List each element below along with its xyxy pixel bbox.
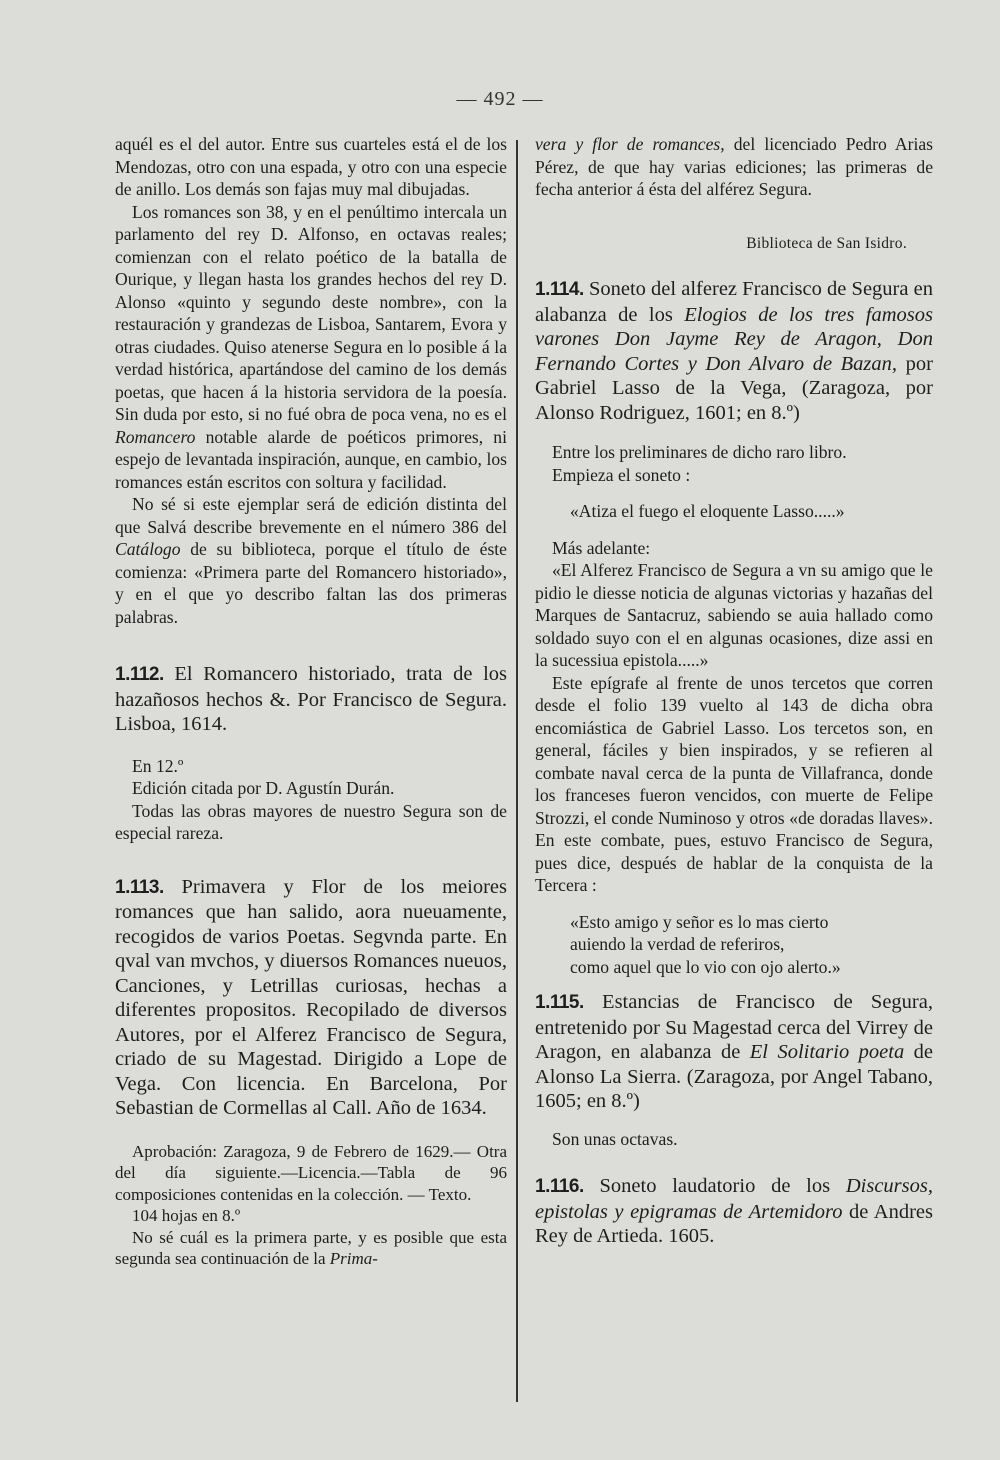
paragraph (535, 133, 933, 201)
text-run: de su biblioteca, porque el título de éste comienza: «Primera parte del Romancero historiado», y en el que yo describo faltan las dos primeras palabras. (115, 539, 507, 627)
verse-line: como aquel que lo vio con ojo alerto.» (570, 956, 841, 977)
verse-line: auiendo la verdad de referiros, (570, 934, 785, 954)
entry-number: 1.114. (535, 279, 584, 300)
entry-1115 (535, 990, 933, 1114)
entry-number: 1.116. (535, 1176, 584, 1197)
italic-title: Prima- (329, 1249, 378, 1268)
entry-number: 1.112. (115, 664, 164, 685)
library-signature: Biblioteca de San Isidro. (746, 234, 907, 252)
text-run: notable alarde de poéticos primores, ni espejo de levantada inspiración, aunque, en cambio, los romances están escritos con soltura y facilidad. (115, 426, 507, 492)
text-run: por Gabriel Lasso de la Vega, (Zaragoza, por Alonso Rodriguez, 1601; en 8.º) (535, 352, 933, 424)
entry-number: 1.113. (115, 876, 164, 898)
text-run: de Andres Rey de Artieda. 1605. (535, 1200, 933, 1247)
italic-title: El Solitario poeta (749, 1041, 905, 1063)
note: Aprobación: Zaragoza, 9 de Febrero de 1629.— Otra del día siguiente.—Licencia.—Tabla de 96 composiciones contenidas en la colección. — Texto. (115, 1141, 507, 1204)
text-run: Estancias de Francisco de Segura, entretenido por Su Magestad cerca del Virrey de Aragon, en alabanza de (535, 991, 933, 1063)
italic-title: Catálogo (115, 539, 181, 559)
quote: «Atiza el fuego el eloquente Lasso.....» (570, 501, 845, 521)
text-run: No sé si este ejemplar será de edición distinta del que Salvá describe brevemente en el número 386 del (115, 494, 507, 537)
text-run: de Alonso La Sierra. (Zaragoza, por Angel Tabano, 1605; en 8.º) (535, 1041, 933, 1112)
note: Edición citada por D. Agustín Durán. (132, 778, 395, 798)
paragraph: Este epígrafe al frente de unos tercetos que corren desde el folio 139 vuelto al 143 de dicha obra encomiástica de Gabriel Lasso. Los tercetos son, en general, fáciles y bien inspirados, y se refieren al combate naval cerca de la punta de Villafranca, donde los franceses fueron vencidos, con muerte de Felipe Strozzi, el conde Numinoso y otros «de doradas llaves». En este combate, pues, estuvo Francisco de Segura, pues dice, después de hablar de la conquista de la Tercera : (535, 672, 933, 895)
note: Son unas octavas. (552, 1128, 678, 1149)
paragraph (115, 201, 507, 494)
text-run: Los romances son 38, y en el penúltimo intercala un parlamento del rey D. Alfonso, en octavas reales; comienzan con el relato poético de la batalla de Ourique, y llegan hasta los grandes hechos del rey D. Alonso «quinto y segundo deste nombre», con la restauración y grandezas de Lisboa, Santarem, Evora y otras ciudades. Quiso atenerse Segura en lo posible á la verdad histórica, apartándose del camino de los demás poetas, que hacen á la historia servidora de la poesía. Sin duda por esto, si no fué obra de poca vena, no es el (115, 201, 507, 424)
italic-title: Discursos, epistolas y epigramas de Artemidoro (535, 1175, 933, 1223)
italic-title: Elogios de los tres famosos varones Don Jayme Rey de Aragon, Don Fernando Cortes y Don Alvaro de Bazan, (535, 303, 933, 375)
text-run: Soneto laudatorio de los (583, 1175, 846, 1197)
note: Todas las obras mayores de nuestro Segura son de especial rareza. (115, 800, 507, 843)
text-run: del licenciado Pedro Arias Pérez, de que hay varias ediciones; las primeras de fecha anterior á ésta del alférez Segura. (535, 134, 933, 199)
note (115, 1227, 507, 1270)
italic-title: vera y flor de romances, (535, 134, 725, 154)
page-number: — 492 — (456, 88, 544, 110)
note: 104 hojas en 8.º (132, 1206, 241, 1225)
text-run: No sé cuál es la primera parte, y es posible que esta segunda sea continuación de la (115, 1227, 507, 1268)
paragraph (115, 493, 507, 628)
quote: «El Alferez Francisco de Segura a vn su amigo que le pidio le diesse noticia de algunas victorias y hazañas del Marques de Santacruz, sabiendo se auia hallado como soldado suyo con el en algunas ocasiones, dize assi en la sucessiua epistola.....» (535, 560, 933, 670)
paragraph: aquél es el del autor. Entre sus cuarteles está el de los Mendozas, otro con una espada, y otro con una especie de anillo. Los demás son fajas muy mal dibujadas. (115, 134, 507, 199)
right-column (535, 133, 933, 1249)
note: Empieza el soneto : (552, 464, 691, 485)
entry-title: Primavera y Flor de los meiores romances que han salido, aora nueuamente, recogidos de varios Poetas. Segvnda parte. En qval van mvchos, y diuersos Romances nueuos, Canciones, y Letrillas curiosas, hechas a diferentes propositos. Recopilado de diversos Autores, por el Alferez Francisco de Segura, criado de su Magestad. Dirigido a Lope de Vega. Con licencia. En Barcelona, Por Sebastian de Cormellas al Call. Año de 1634. (115, 875, 507, 1119)
entry-1116 (535, 1174, 933, 1249)
left-column (115, 133, 507, 1270)
entry-number: 1.115. (535, 992, 584, 1013)
note: Más adelante: (552, 537, 651, 558)
verse-line: «Esto amigo y señor es lo mas cierto (570, 911, 829, 932)
column-divider (516, 140, 518, 1402)
entry-1112 (115, 662, 507, 737)
entry-title: El Romancero historiado, trata de los hazañosos hechos &. Por Francisco de Segura. Lisboa, 1614. (115, 663, 507, 735)
entry-1113 (115, 875, 507, 1121)
text-run: Soneto del alferez Francisco de Segura en alabanza de los (535, 278, 933, 326)
italic-title: Romancero (115, 426, 196, 447)
note: En 12.º (132, 755, 184, 776)
note: Entre los preliminares de dicho raro libro. (552, 442, 847, 462)
entry-1114 (535, 277, 933, 425)
